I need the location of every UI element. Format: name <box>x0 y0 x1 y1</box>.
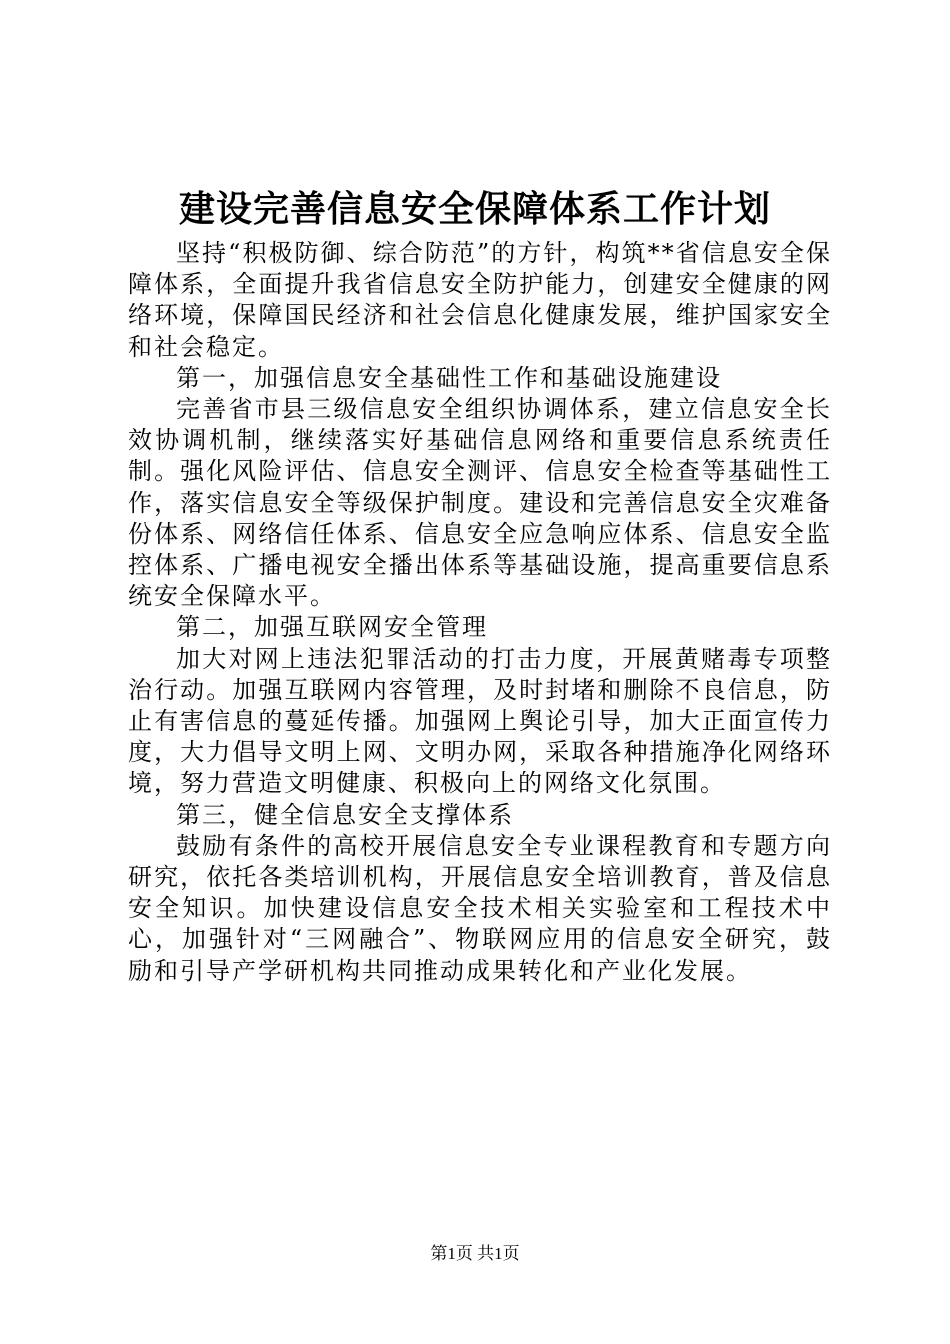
page-number-footer: 第1页 共1页 <box>430 1244 520 1263</box>
document-body <box>128 238 832 987</box>
section-paragraph-2: 加大对网上违法犯罪活动的打击力度，开展黄赌毒专项整治行动。加强互联网内容管理，及时封堵和删除不良信息，防止有害信息的蔓延传播。加强网上舆论引导，加大正面宣传力度，大力倡导文明上网、文明办网，采取各种措施净化网络环境，努力营造文明健康、积极向上的网络文化氛围。 <box>128 644 832 798</box>
section-heading-2: 第二，加强互联网安全管理 <box>176 613 488 642</box>
intro-paragraph: 坚持“积极防御、综合防范”的方针，构筑**省信息安全保障体系，全面提升我省信息安全防护能力，创建安全健康的网络环境，保障国民经济和社会信息化健康发展，维护国家安全和社会稳定。 <box>128 239 832 361</box>
document-title: 建设完善信息安全保障体系工作计划 <box>178 188 771 230</box>
section-heading-1: 第一，加强信息安全基础性工作和基础设施建设 <box>176 363 722 392</box>
section-heading-3: 第三，健全信息安全支撑体系 <box>176 800 514 829</box>
section-paragraph-3: 鼓励有条件的高校开展信息安全专业课程教育和专题方向研究，依托各类培训机构，开展信息安全培训教育，普及信息安全知识。加快建设信息安全技术相关实验室和工程技术中心，加强针对“三网融合”、物联网应用的信息安全研究，鼓励和引导产学研机构共同推动成果转化和产业化发展。 <box>128 831 832 985</box>
section-paragraph-1: 完善省市县三级信息安全组织协调体系，建立信息安全长效协调机制，继续落实好基础信息网络和重要信息系统责任制。强化风险评估、信息安全测评、信息安全检查等基础性工作，落实信息安全等级保护制度。建设和完善信息安全灾难备份体系、网络信任体系、信息安全应急响应体系、信息安全监控体系、广播电视安全播出体系等基础设施，提高重要信息系统安全保障水平。 <box>128 395 832 611</box>
